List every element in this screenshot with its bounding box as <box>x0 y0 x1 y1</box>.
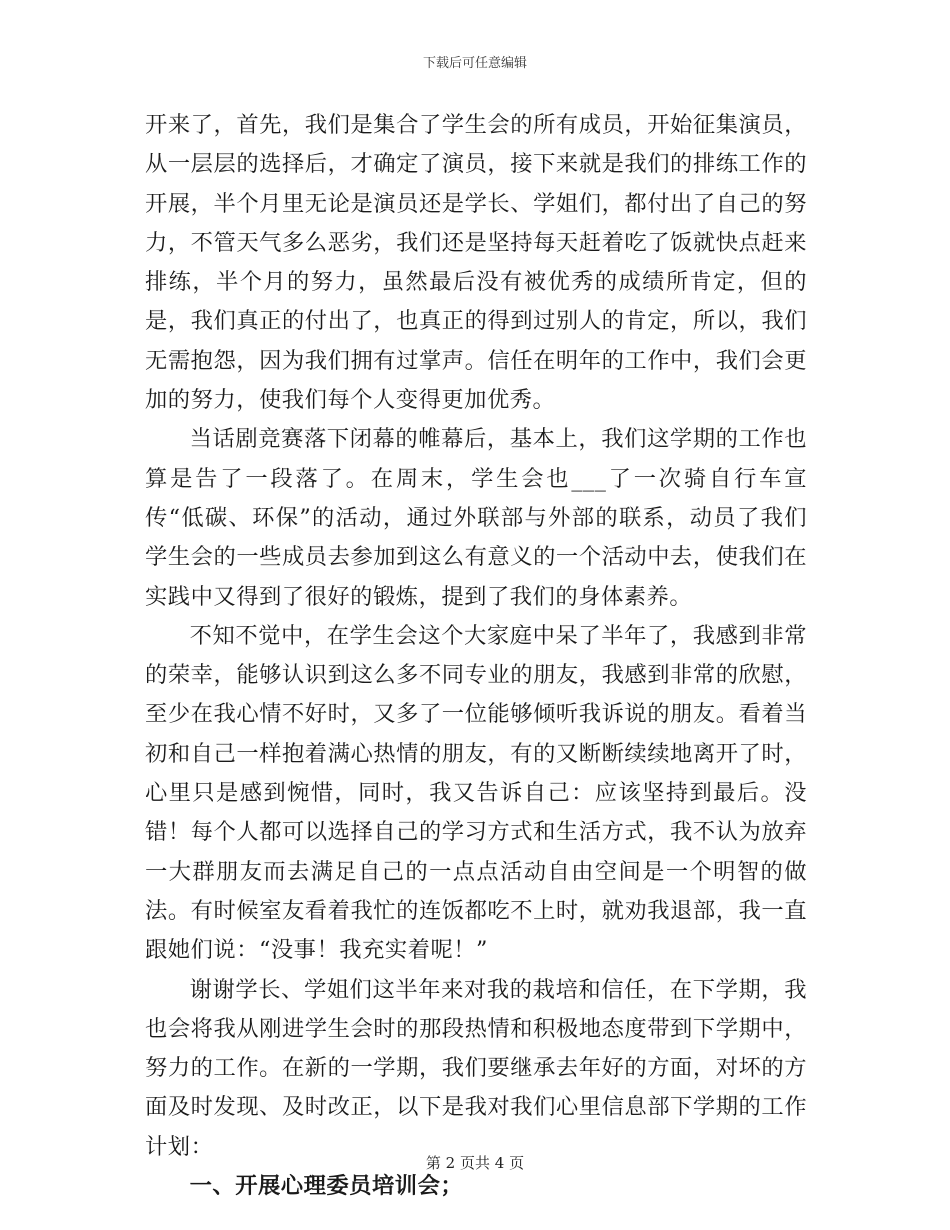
page-number-footer: 第 2 页共 4 页 <box>425 1154 525 1172</box>
document-body <box>145 106 807 1206</box>
paragraph-3: 不知不觉中，在学生会这个大家庭中呆了半年了，我感到非常的荣幸，能够认识到这么多不同专业的朋友，我感到非常的欣慰，至少在我心情不好时，又多了一位能够倾听我诉说的朋友。看着当初和自己一样抱着满心热情的朋友，有的又断断续续地离开了时，心里只是感到惋惜，同时，我又告诉自己：应该坚持到最后。没错！每个人都可以选择自己的学习方式和生活方式，我不认为放弃一大群朋友而去满足自己的一点点活动自由空间是一个明智的做法。有时候室友看着我忙的连饭都吃不上时，就劝我退部，我一直跟她们说：“没事！我充实着呢！” <box>145 622 807 964</box>
paragraph-2: 当话剧竞赛落下闭幕的帷幕后，基本上，我们这学期的工作也算是告了一段落了。在周末，学生会也___了一次骑自行车宣传“低碳、环保”的活动，通过外联部与外部的联系，动员了我们学生会的一些成员去参加到这么有意义的一个活动中去，使我们在实践中又得到了很好的锻炼，提到了我们的身体素养。 <box>145 426 807 610</box>
paragraph-1: 开来了，首先，我们是集合了学生会的所有成员，开始征集演员，从一层层的选择后，才确定了演员，接下来就是我们的排练工作的开展，半个月里无论是演员还是学长、学姐们，都付出了自己的努力，不管天气多么恶劣，我们还是坚持每天赶着吃了饭就快点赶来排练，半个月的努力，虽然最后没有被优秀的成绩所肯定，但的是，我们真正的付出了，也真正的得到过别人的肯定，所以，我们无需抱怨，因为我们拥有过掌声。信任在明年的工作中，我们会更加的努力，使我们每个人变得更加优秀。 <box>145 112 807 414</box>
paragraph-4: 谢谢学长、学姐们这半年来对我的栽培和信任，在下学期，我也会将我从刚进学生会时的那段热情和积极地态度带到下学期中，努力的工作。在新的一学期，我们要继承去年好的方面，对坏的方面及时发现、及时改正，以下是我对我们心里信息部下学期的工作计划： <box>145 976 807 1160</box>
section-heading: 一、开展心理委员培训会； <box>189 1173 464 1200</box>
page-header-note: 下载后可任意编辑 <box>422 56 527 71</box>
